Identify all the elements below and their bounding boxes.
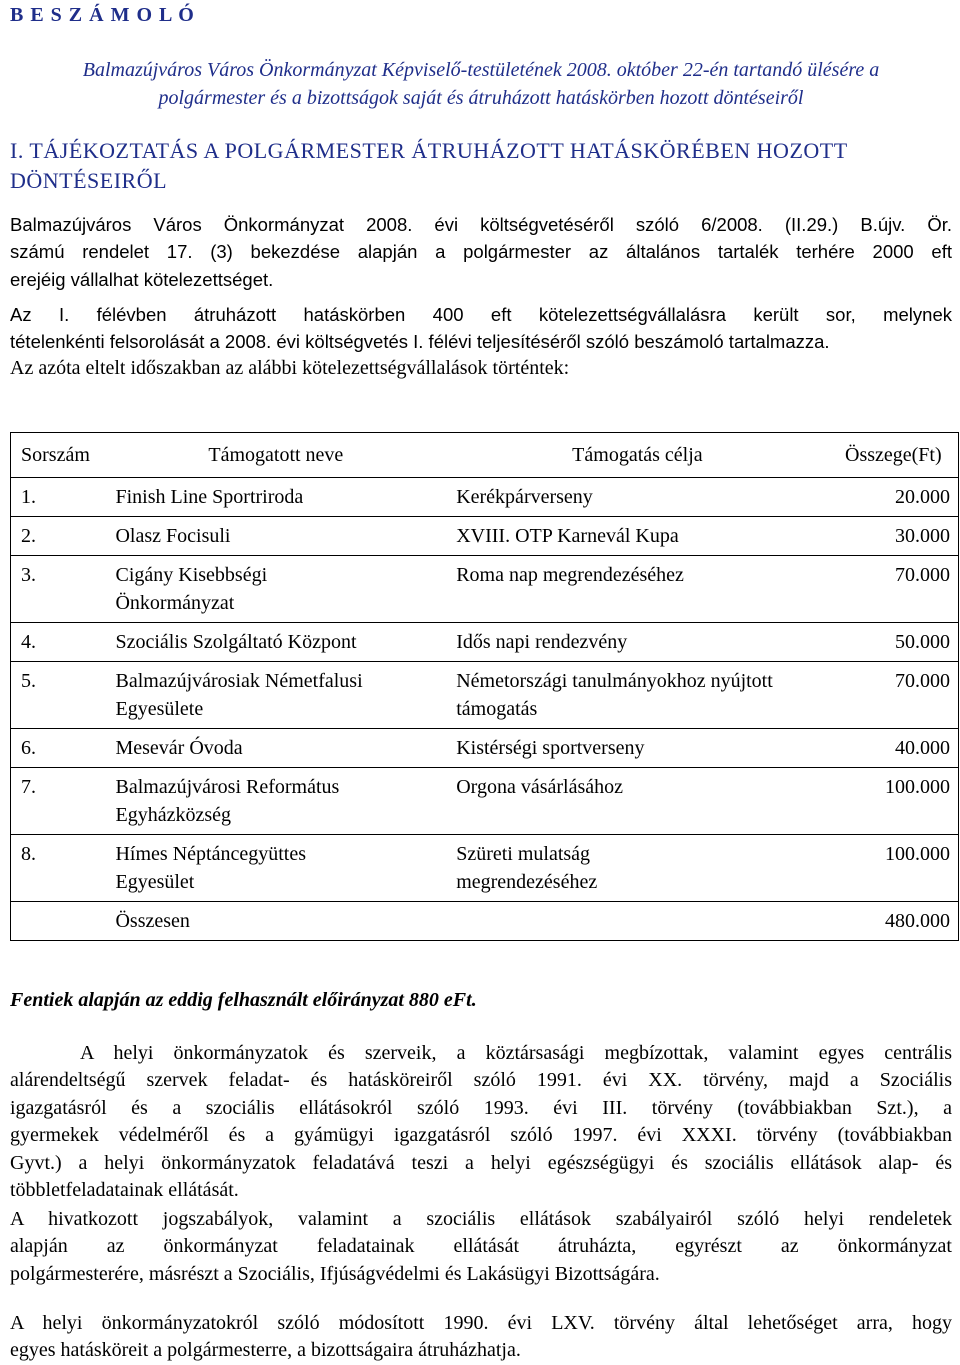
intro-paragraph-2 <box>10 301 952 356</box>
subtitle-line: Balmazújváros Város Önkormányzat Képviselő-testületének 2008. október 22-én tartandó ülésére a <box>82 59 880 81</box>
grants-table <box>10 432 959 941</box>
table-row <box>11 768 959 835</box>
intro-paragraph-3 <box>10 354 952 382</box>
intro-line: Balmazújváros Város Önkormányzat 2008. évi költségvetéséről szóló 6/2008. (II.29.) B.újv. Ör. <box>10 214 952 235</box>
row-purpose: Németországi tanulmányokhoz nyújtott támogatás <box>446 662 828 729</box>
row-amount: 70.000 <box>829 662 959 729</box>
intro-line: erejéig vállalhat kötelezettséget. <box>10 268 274 290</box>
row-purpose: Idős napi rendezvény <box>446 623 828 662</box>
row-name: Balmazújvárosi Református Egyházközség <box>105 768 446 835</box>
table-header-row <box>11 433 959 478</box>
paragraph-line: igazgatásról és a szociális ellátásokról szóló 1993. évi III. törvény (továbbiakban Szt.), a <box>10 1096 952 1119</box>
row-amount: 30.000 <box>829 517 959 556</box>
document-subtitle <box>10 56 952 112</box>
paragraph-line: gyermekek védelméről és a gyámügyi igazgatásról szóló 1997. évi XXXI. törvény (továbbiakban <box>10 1124 952 1147</box>
row-number: 7. <box>11 768 106 835</box>
body-paragraph <box>10 1310 952 1365</box>
row-name: Mesevár Óvoda <box>105 729 446 768</box>
intro-line: Az I. félévben átruházott hatáskörben 400 eft kötelezettségvállalásra került sor, melynek <box>10 304 952 325</box>
section-heading-line: DÖNTÉSEIRŐL <box>10 168 168 193</box>
row-purpose: Orgona vásárlásához <box>446 768 828 835</box>
table-row <box>11 478 959 517</box>
header-sorszam: Sorszám <box>11 433 106 478</box>
paragraph-line: A helyi önkormányzatok és szerveik, a köztársasági megbízottak, valamint egyes centrális <box>80 1042 952 1064</box>
total-amount: 480.000 <box>885 910 950 932</box>
row-number: 6. <box>11 729 106 768</box>
row-amount: 40.000 <box>829 729 959 768</box>
row-amount: 100.000 <box>829 835 959 902</box>
header-tamogatott-neve: Támogatott neve <box>105 433 446 478</box>
row-amount: 50.000 <box>829 623 959 662</box>
paragraph-line: többletfeladatainak ellátását. <box>10 1179 239 1202</box>
row-name: Hímes Néptáncegyüttes Egyesület <box>105 835 446 902</box>
body-paragraph <box>10 1206 952 1288</box>
row-amount: 100.000 <box>829 768 959 835</box>
row-number: 1. <box>11 478 106 517</box>
table-row <box>11 623 959 662</box>
header-osszege: Összege(Ft) <box>829 433 959 478</box>
paragraph-line: A helyi önkormányzatokról szóló módosított 1990. évi LXV. törvény által lehetőséget arra, hogy <box>10 1312 952 1334</box>
row-number: 8. <box>11 835 106 902</box>
paragraph-line: polgármesterére, másrészt a Szociális, Ifjúságvédelmi és Lakásügyi Bizottságára. <box>10 1262 660 1285</box>
row-purpose: Kistérségi sportverseny <box>446 729 828 768</box>
row-name: Olasz Focisuli <box>105 517 446 556</box>
table-row <box>11 517 959 556</box>
row-number: 2. <box>11 517 106 556</box>
table-total-row <box>11 902 959 941</box>
row-purpose: Szüreti mulatság megrendezéséhez <box>446 835 828 902</box>
row-amount: 20.000 <box>829 478 959 517</box>
intro-line: tételenkénti felsorolását a 2008. évi költségvetés I. félévi teljesítéséről szóló beszámoló tartalmazza. <box>10 331 830 353</box>
header-tamogatas-celja: Támogatás célja <box>446 433 828 478</box>
total-empty-cell <box>11 902 106 941</box>
paragraph-line: alárendeltségű szervek feladat- és hatásköreiről szóló 1991. évi XX. törvény, majd a Szociális <box>10 1069 952 1092</box>
paragraph-line: A hivatkozott jogszabályok, valamint a szociális ellátások szabályairól szóló helyi rendeletek <box>10 1208 952 1230</box>
total-empty-cell <box>446 902 828 941</box>
summary-text: Fentiek alapján az eddig felhasznált előirányzat 880 eFt. <box>10 989 477 1011</box>
table-row <box>11 729 959 768</box>
intro-paragraph <box>10 211 952 293</box>
row-number: 5. <box>11 662 106 729</box>
row-name: Balmazújvárosiak Németfalusi Egyesülete <box>105 662 446 729</box>
row-number: 3. <box>11 556 106 623</box>
table-row <box>11 556 959 623</box>
table-row <box>11 835 959 902</box>
row-purpose: XVIII. OTP Karnevál Kupa <box>446 517 828 556</box>
row-name: Cigány Kisebbségi Önkormányzat <box>105 556 446 623</box>
paragraph-line: alapján az önkormányzat feladatainak ellátását átruházta, egyrészt az önkormányzat <box>10 1235 952 1258</box>
body-paragraph <box>10 1040 952 1204</box>
table-row <box>11 662 959 729</box>
section-heading <box>10 136 952 196</box>
paragraph-line: egyes hatásköreit a polgármesterre, a bizottságaira átruházhatja. <box>10 1339 521 1362</box>
row-number: 4. <box>11 623 106 662</box>
total-label: Összesen <box>115 910 190 932</box>
document-title: B E S Z Á M O L Ó <box>10 4 195 26</box>
row-name: Szociális Szolgáltató Központ <box>105 623 446 662</box>
subtitle-line: polgármester és a bizottságok saját és átruházott hatáskörben hozott döntéseiről <box>158 87 804 109</box>
row-purpose: Roma nap megrendezéséhez <box>446 556 828 623</box>
section-heading-line: I. TÁJÉKOZTATÁS A POLGÁRMESTER ÁTRUHÁZOTT HATÁSKÖRÉBEN HOZOTT <box>10 138 848 163</box>
row-purpose: Kerékpárverseny <box>446 478 828 517</box>
row-name: Finish Line Sportriroda <box>105 478 446 517</box>
paragraph-line: Gyvt.) a helyi önkormányzatok feladatává teszi a helyi egészségügyi és szociális ellátások alap- és <box>10 1151 952 1174</box>
row-amount: 70.000 <box>829 556 959 623</box>
intro-line: számú rendelet 17. (3) bekezdése alapján a polgármester az általános tartalék terhére 2000 eft <box>10 241 952 263</box>
intro-line: Az azóta eltelt időszakban az alábbi kötelezettségvállalások történtek: <box>10 357 570 379</box>
